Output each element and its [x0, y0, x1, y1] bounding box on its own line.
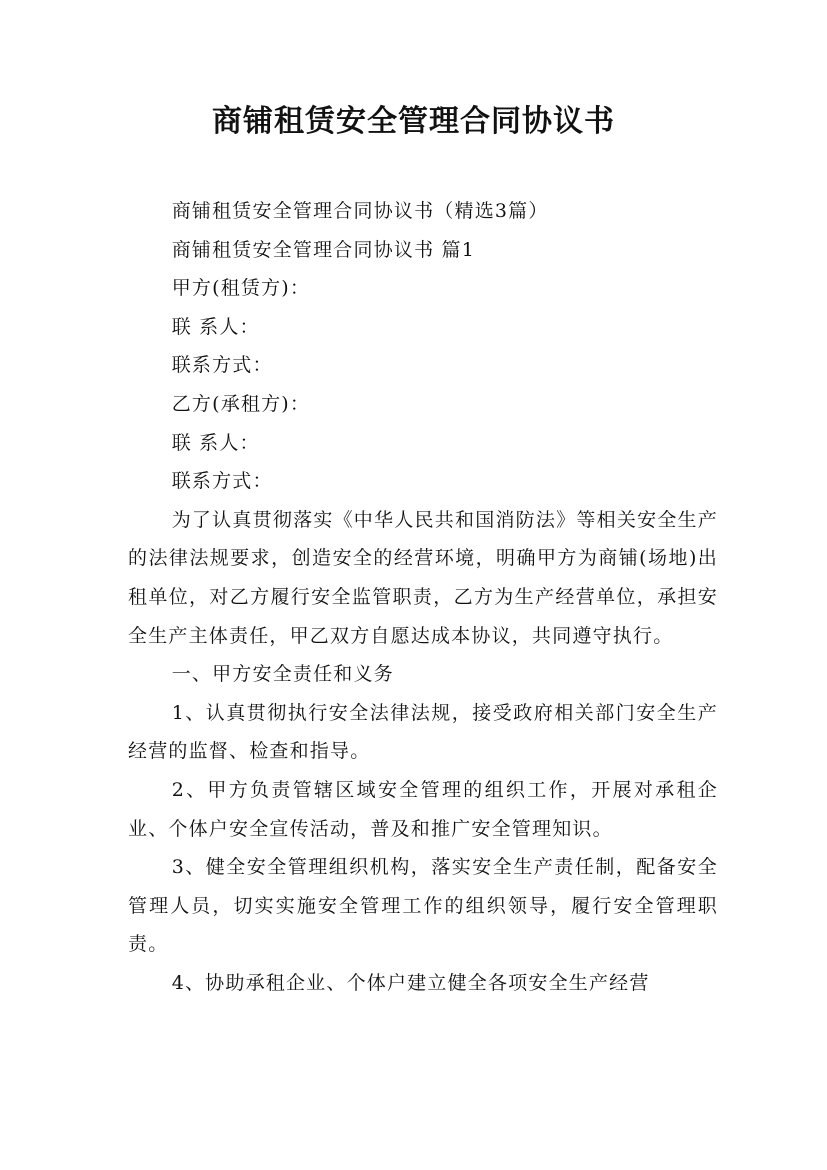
document-title: 商铺租赁安全管理合同协议书 [212, 104, 615, 139]
paragraph-party-b: 乙方(承租方)： [171, 392, 311, 415]
paragraph-clause-4: 4、协助承租企业、个体户建立健全各项安全生产经营 [171, 971, 650, 994]
paragraph-preamble: 为了认真贯彻落实《中华人民共和国消防法》等相关安全生产的法律法规要求，创造安全的经营环境，明确甲方为商铺(场地)出租单位，对乙方履行安全监管职责，乙方为生产经营单位，承担安全生产主体责任，甲乙双方自愿达成本协议，共同遵守执行。 [128, 508, 718, 647]
document-body [128, 192, 718, 1002]
paragraph-subtitle: 商铺租赁安全管理合同协议书（精选3篇） [171, 200, 549, 222]
paragraph-section-heading: 商铺租赁安全管理合同协议书 篇1 [171, 238, 476, 261]
paragraph-party-a-phone: 联系方式： [171, 354, 273, 377]
paragraph-party-a-contact: 联 系人： [171, 315, 260, 338]
paragraph-clause-2: 2、甲方负责管辖区域安全管理的组织工作，开展对承租企业、个体户安全宣传活动，普及和推广安全管理知识。 [128, 778, 718, 840]
paragraph-clause-3: 3、健全安全管理组织机构，落实安全生产责任制，配备安全管理人员，切实实施安全管理工作的组织领导，履行安全管理职责。 [128, 856, 718, 956]
paragraph-party-a: 甲方(租赁方)： [171, 277, 311, 300]
paragraph-party-b-contact: 联 系人： [171, 431, 260, 454]
paragraph-party-b-phone: 联系方式： [171, 470, 273, 493]
paragraph-clause-1: 1、认真贯彻执行安全法律法规，接受政府相关部门安全生产经营的监督、检查和指导。 [128, 701, 718, 763]
paragraph-clause-heading: 一、甲方安全责任和义务 [171, 663, 394, 686]
